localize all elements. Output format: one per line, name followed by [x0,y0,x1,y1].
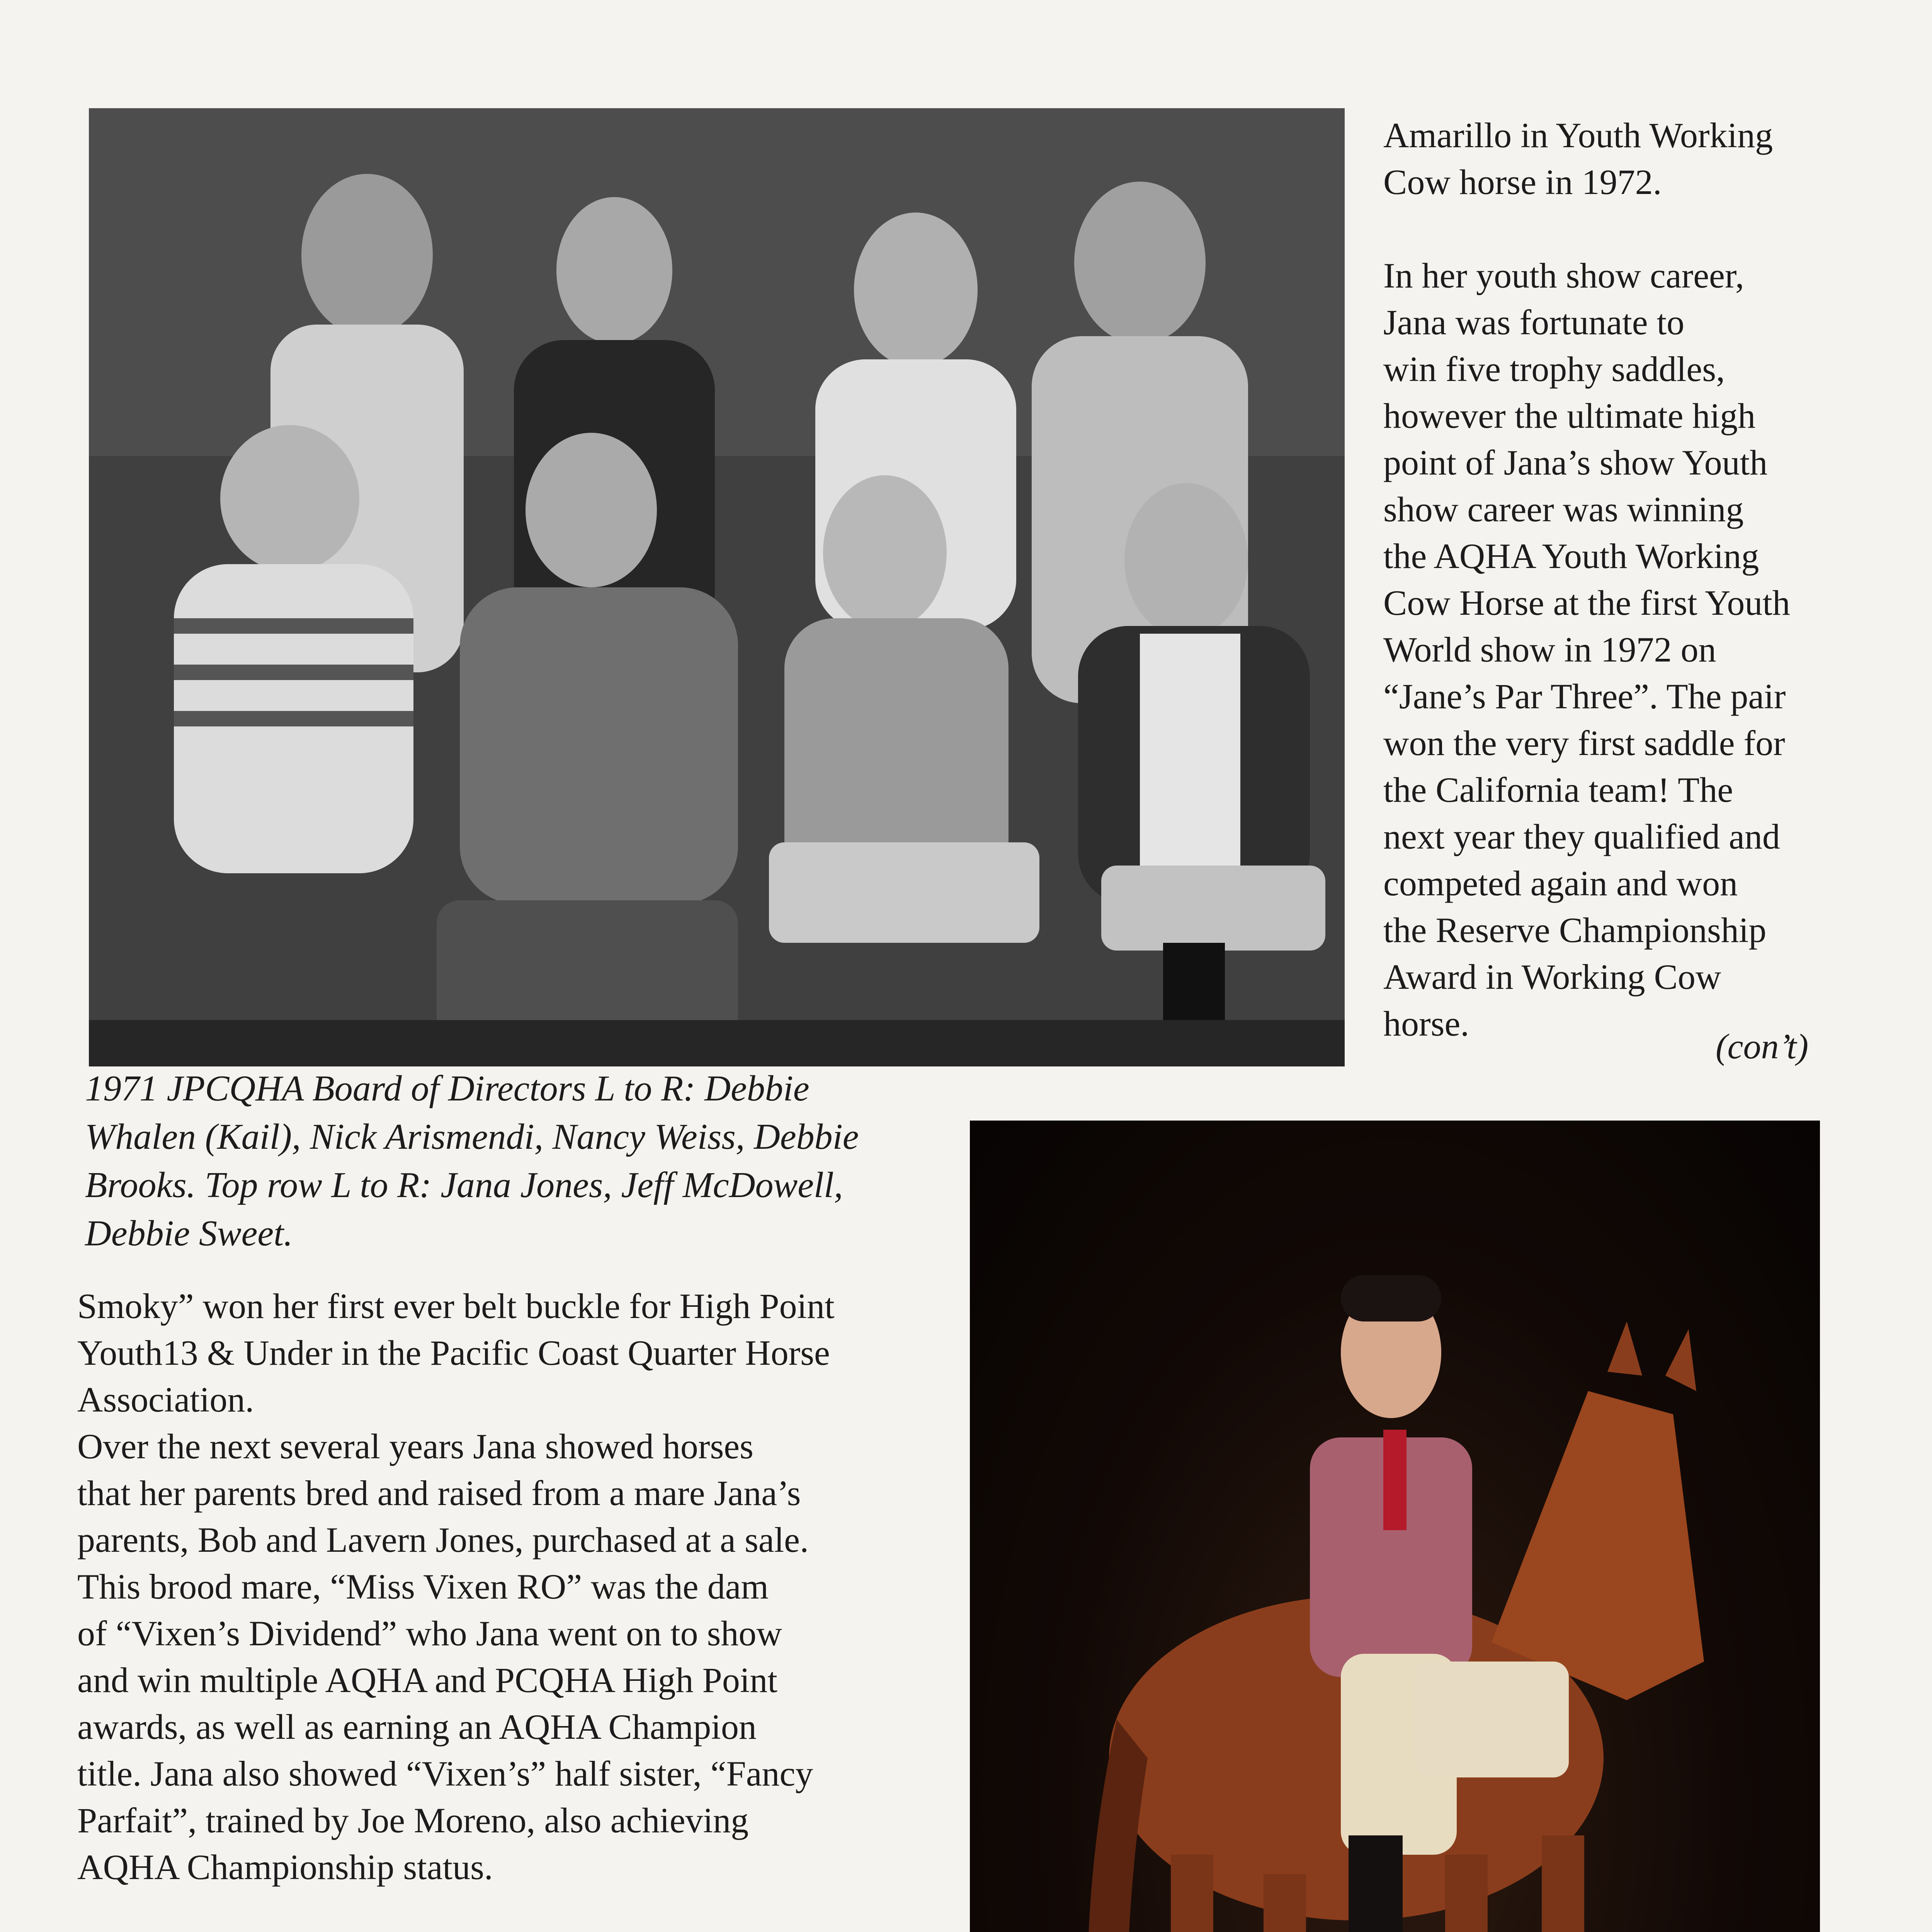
rider-horse-photo [970,1121,1820,1932]
text-line: of “Vixen’s Dividend” who Jana went on to show [77,1614,782,1653]
text-line: Cow horse in 1972. [1383,162,1662,202]
rider-horse-illustration [970,1121,1820,1932]
text-line: Youth13 & Under in the Pacific Coast Quarter Horse [77,1333,830,1372]
right-column-text [1383,112,1866,1047]
text-line: World show in 1972 on [1383,630,1716,669]
text-line: parents, Bob and Lavern Jones, purchased at a sale. [77,1520,809,1560]
text-line: Award in Working Cow [1383,957,1721,997]
left-column-paragraph-1 [77,1283,835,1891]
caption-line: Debbie Sweet. [85,1213,293,1253]
text-line: awards, as well as earning an AQHA Champion [77,1707,757,1747]
text-line: competed again and won [1383,864,1738,903]
text-line [77,1930,820,1932]
text-line: Cow Horse at the first Youth [1383,583,1790,622]
text-line: point of Jana’s show Youth [1383,443,1768,482]
text-line: AQHA Championship status. [77,1847,493,1887]
text-line: won the very first saddle for [1383,723,1785,763]
text-line: the AQHA Youth Working [1383,536,1759,576]
text-line: horse. [1383,1004,1469,1043]
text-line: the Reserve Championship [1383,910,1767,950]
text-line: This brood mare, “Miss Vixen RO” was the dam [77,1567,769,1606]
text-line: Over the next several years Jana showed horses [77,1427,753,1466]
caption-line: Brooks. Top row L to R: Jana Jones, Jeff McDowell, [85,1165,843,1205]
text-line: Jana was fortunate to [1383,303,1685,342]
text-line: and win multiple AQHA and PCQHA High Point [77,1660,777,1700]
text-line: that her parents bred and raised from a mare Jana’s [77,1473,801,1513]
caption-line: Whalen (Kail), Nick Arismendi, Nancy Weiss, Debbie [85,1117,859,1157]
text-line: next year they qualified and [1383,817,1780,856]
text-line: Amarillo in Youth Working [1383,116,1773,155]
text-line: “Jane’s Par Three”. The pair [1383,677,1786,716]
text-line: show career was winning [1383,490,1744,529]
text-line: however the ultimate high [1383,396,1756,435]
text-line: Smoky” won her first ever belt buckle for High Point [77,1286,835,1326]
caption-line: 1971 JPCQHA Board of Directors L to R: Debbie [85,1068,810,1109]
group-photo-illustration [89,108,1345,1066]
text-line: In her youth show career, [1383,256,1744,295]
board-of-directors-photo [89,108,1345,1066]
paragraph-gap [1383,206,1866,252]
text-line: Association. [77,1380,254,1419]
left-column-paragraph-2 [77,1930,820,1932]
text-line: Parfait”, trained by Joe Moreno, also achieving [77,1801,749,1840]
continued-marker: (con’t) [1716,1027,1809,1066]
group-photo-caption [85,1065,974,1258]
text-line: the California team! The [1383,770,1733,810]
text-line: win five trophy saddles, [1383,349,1725,389]
text-line: title. Jana also showed “Vixen’s” half sister, “Fancy [77,1754,813,1793]
